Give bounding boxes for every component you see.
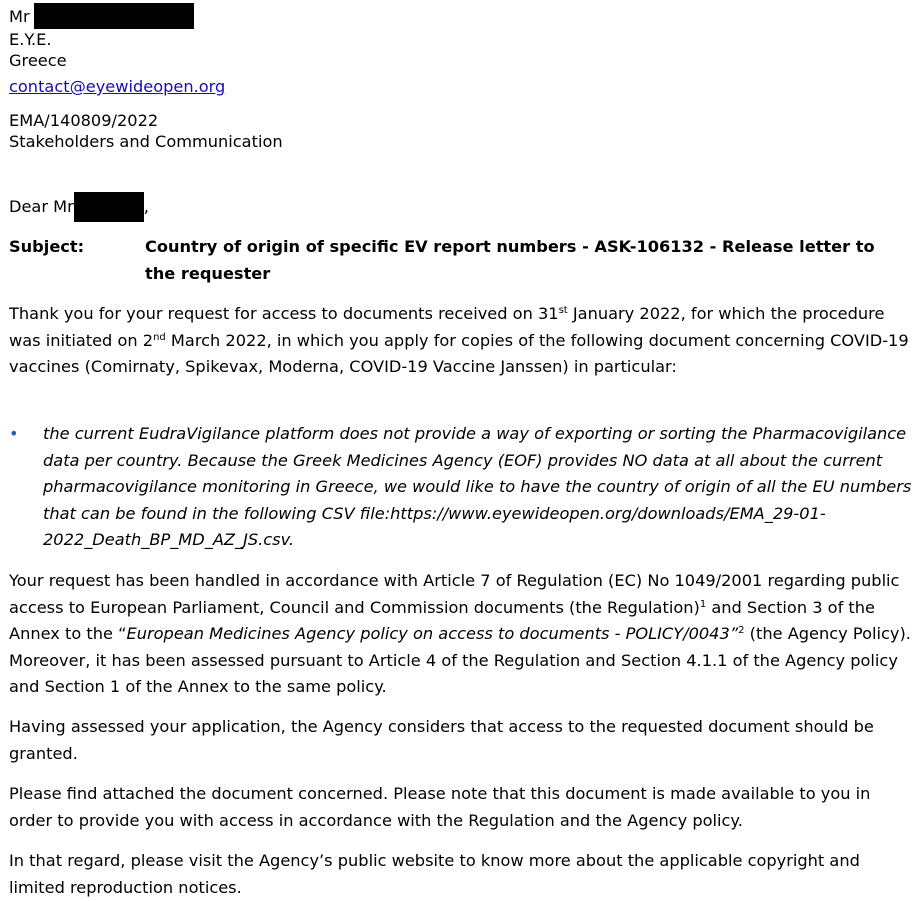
paragraph-request-intro: [9, 301, 914, 381]
recipient-organization: E.Y.E.: [9, 30, 52, 49]
superscript-st: st: [558, 305, 568, 316]
reference-number: EMA/140809/2022: [9, 111, 159, 130]
reference-department: Stakeholders and Communication: [9, 132, 283, 151]
recipient-address: [9, 6, 225, 97]
recipient-email-link[interactable]: contact@eyewideopen.org: [9, 77, 226, 96]
recipient-salutation: Mr: [9, 7, 30, 26]
paragraph2-text-a: Your request has been handled in accordance with Article 7 of Regulation (EC) No 1049/2001 regarding public access to European Parliament, Council and Commission documents (the Regulation): [9, 571, 900, 617]
reference-block: [9, 110, 283, 152]
recipient-country: Greece: [9, 51, 67, 70]
superscript-nd: nd: [153, 331, 166, 343]
paragraph-regulation: [9, 568, 914, 701]
footnote-ref-2: 2: [738, 625, 745, 637]
paragraph-assessment: Having assessed your application, the Agency considers that access to the requested document should be granted.: [9, 717, 874, 763]
subject-label: Subject:: [9, 237, 85, 256]
paragraph2-text-d: (the Agency Policy). Moreover, it has been assessed pursuant to Article 4 of the Regulation and Section 4.1.1 of the Agency policy and Section 1 of the Annex to the same policy.: [9, 624, 911, 697]
redaction-box: [74, 192, 144, 222]
paragraph2-closing-quote: ”: [729, 624, 739, 644]
greeting-text: Dear Mr: [9, 197, 74, 216]
greeting: [9, 195, 149, 222]
paragraph1-text-c: March 2022, in which you apply for copies of the following document concerning COVID-19 vaccines (Comirnaty, Spikevax, Moderna, COVID-19 Vaccine Janssen) in particular:: [9, 330, 909, 377]
policy-title: European Medicines Agency policy on access to documents - POLICY/0043: [126, 624, 730, 644]
paragraph2-text-b: and Section 3 of the Annex to the “: [9, 597, 875, 644]
paragraph1-text-b: January 2022, for which the procedure was initiated on 2: [9, 304, 885, 350]
greeting-suffix: ,: [143, 197, 149, 216]
paragraph1-text-a: Thank you for your request for access to documents received on 31: [9, 304, 559, 323]
redaction-box: [34, 3, 194, 29]
bullet-marker: •: [9, 424, 19, 443]
paragraph-attachment: Please find attached the document concerned. Please note that this document is made available to you in order to provide you with access in accordance with the Regulation and the Agency policy.: [9, 784, 871, 830]
paragraph-copyright: In that regard, please visit the Agency’s public website to know more about the applicable copyright and limited reproduction notices.: [9, 851, 860, 897]
recipient-name-line: [9, 6, 225, 29]
footnote-ref-1: 1: [699, 598, 707, 610]
bullet-text: the current EudraVigilance platform does not provide a way of exporting or sorting the Pharmacovigilance data per country. Because the Greek Medicines Agency (EOF) provides NO data at all about the current pharmacovigilance monitoring in Greece, we would like to have the country of origin of all the EU numbers that can be found in the following CSV file:https://www.eyewideopen.org/downloads/EMA_29-01-2022_Death_BP_MD_AZ_JS.csv.: [43, 424, 912, 550]
subject-text: Country of origin of specific EV report numbers - ASK-106132 - Release letter to the requester: [145, 237, 875, 283]
